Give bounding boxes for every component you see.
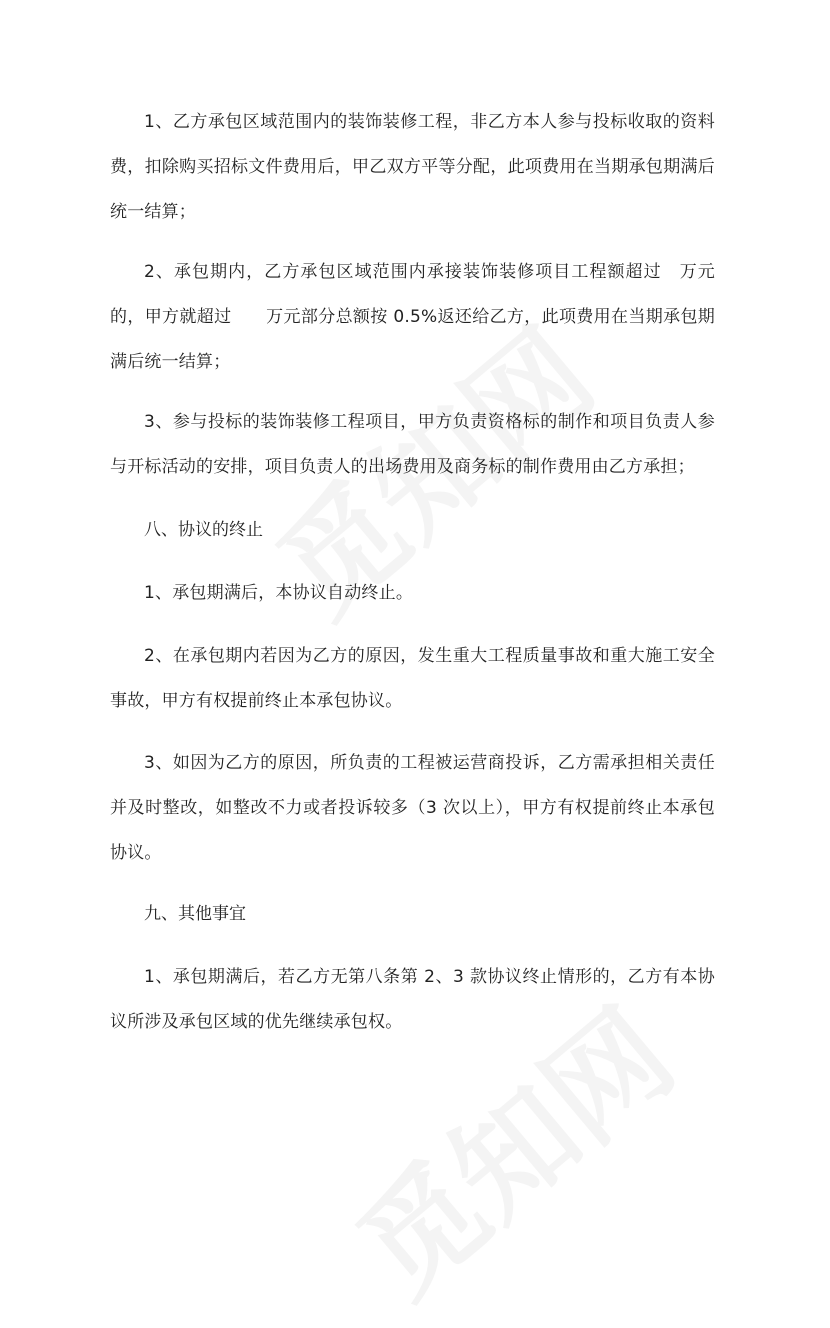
paragraph-clause-2: 2、承包期内，乙方承包区域范围内承接装饰装修项目工程额超过 万元的，甲方就超过 万元部分总额按 0.5%返还给乙方，此项费用在当期承包期满后统一结算； — [110, 262, 715, 372]
paragraph-clause-3: 3、参与投标的装饰装修工程项目，甲方负责资格标的制作和项目负责人参与开标活动的安排，项目负责人的出场费用及商务标的制作费用由乙方承担； — [110, 412, 715, 477]
section-heading-termination: 八、协议的终止 — [144, 520, 263, 540]
paragraph-other-1: 1、承包期满后，若乙方无第八条第 2、3 款协议终止情形的，乙方有本协议所涉及承包区域的优先继续承包权。 — [110, 967, 715, 1032]
paragraph-clause-1: 1、乙方承包区域范围内的装饰装修工程，非乙方本人参与投标收取的资料费，扣除购买招标文件费用后，甲乙双方平等分配，此项费用在当期承包期满后统一结算； — [110, 112, 715, 222]
paragraph-termination-3: 3、如因为乙方的原因，所负责的工程被运营商投诉，乙方需承担相关责任并及时整改，如整改不力或者投诉较多（3 次以上），甲方有权提前终止本承包协议。 — [110, 753, 715, 863]
paragraph-termination-1: 1、承包期满后，本协议自动终止。 — [144, 583, 414, 603]
section-heading-other-matters: 九、其他事宜 — [144, 904, 246, 924]
paragraph-termination-2: 2、在承包期内若因为乙方的原因，发生重大工程质量事故和重大施工安全事故，甲方有权提前终止本承包协议。 — [110, 646, 715, 711]
